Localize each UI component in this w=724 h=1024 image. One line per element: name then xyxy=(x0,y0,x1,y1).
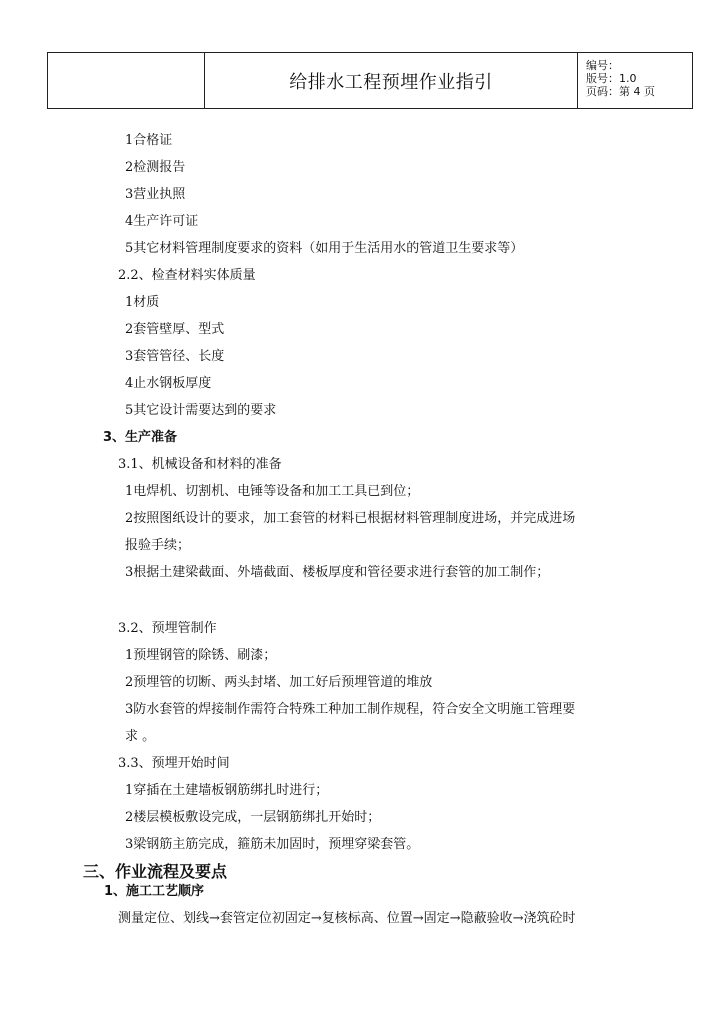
list-item: 3套管管径、长度 xyxy=(125,349,225,364)
list-item: 1电焊机、切割机、电锤等设备和加工工具已到位； xyxy=(125,484,420,499)
header-logo-cell xyxy=(48,53,205,108)
subsection-heading: 2.2、检查材料实体质量 xyxy=(118,268,256,283)
doc-version: 版号：1.0 xyxy=(586,72,637,85)
list-item: 2检测报告 xyxy=(125,160,186,175)
header-meta-cell xyxy=(578,53,692,108)
list-item: 4止水钢板厚度 xyxy=(125,376,212,391)
document-title: 给排水工程预埋作业指引 xyxy=(205,53,578,108)
list-item: 1预埋钢管的除锈、刷漆； xyxy=(125,648,277,663)
list-item: 4生产许可证 xyxy=(125,214,199,229)
paragraph: 测量定位、划线→套管定位初固定→复核标高、位置→固定→隐蔽验收→浇筑砼时 xyxy=(118,911,576,926)
list-item: 1穿插在土建墙板钢筋绑扎时进行； xyxy=(125,783,329,798)
subsection-heading: 3.3、预埋开始时间 xyxy=(118,756,230,771)
doc-page-number: 页码：第 4 页 xyxy=(586,85,655,98)
section-heading: 1、施工工艺顺序 xyxy=(104,884,205,899)
header-table xyxy=(47,52,693,109)
subsection-heading: 3.2、预埋管制作 xyxy=(118,621,217,636)
list-item: 2按照图纸设计的要求，加工套管的材料已根据材料管理制度进场，并完成进场 xyxy=(125,511,576,526)
list-item: 3根据土建梁截面、外墙截面、楼板厚度和管径要求进行套管的加工制作； xyxy=(125,565,550,580)
list-item-continued: 报验手续； xyxy=(125,538,191,553)
list-item: 1合格证 xyxy=(125,133,173,148)
list-item: 3防水套管的焊接制作需符合特殊工种加工制作规程，符合安全文明施工管理要 xyxy=(125,702,576,717)
section-heading: 3、生产准备 xyxy=(103,430,178,445)
list-item: 1材质 xyxy=(125,295,160,310)
list-item-continued: 求 。 xyxy=(125,729,156,744)
list-item: 2套管壁厚、型式 xyxy=(125,322,225,337)
list-item: 3梁钢筋主筋完成，箍筋未加固时，预埋穿梁套管。 xyxy=(125,837,420,852)
list-item: 3营业执照 xyxy=(125,187,186,202)
list-item: 2预埋管的切断、两头封堵、加工好后预埋管道的堆放 xyxy=(125,675,433,690)
subsection-heading: 3.1、机械设备和材料的准备 xyxy=(118,457,282,472)
list-item: 5其它材料管理制度要求的资料（如用于生活用水的管道卫生要求等） xyxy=(125,241,524,256)
list-item: 5其它设计需要达到的要求 xyxy=(125,403,277,418)
doc-code: 编号： xyxy=(586,59,619,72)
list-item: 2楼层模板敷设完成，一层钢筋绑扎开始时； xyxy=(125,810,381,825)
chapter-heading: 三、作业流程及要点 xyxy=(83,862,228,881)
